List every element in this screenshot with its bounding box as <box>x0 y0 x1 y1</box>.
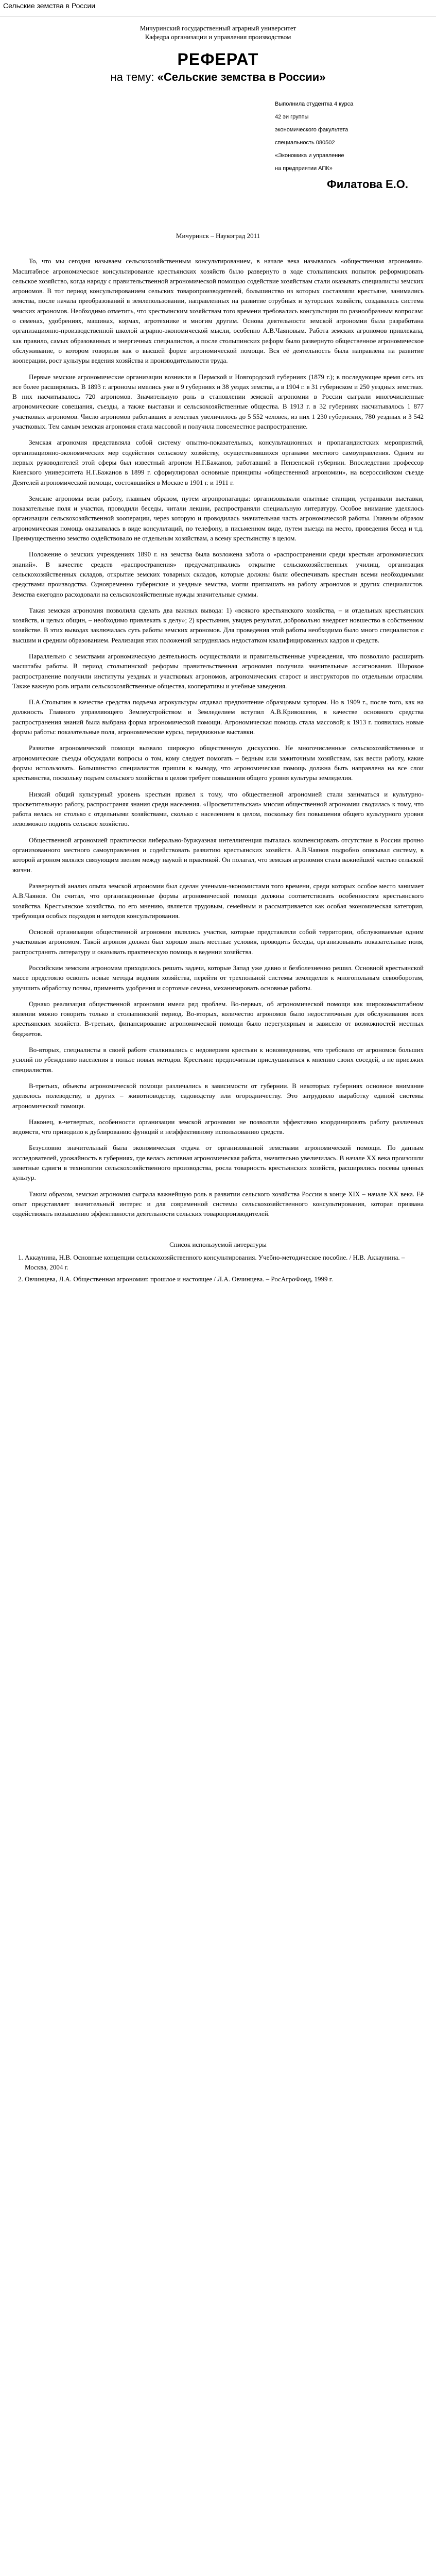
document-title: РЕФЕРАТ <box>177 50 259 69</box>
performer-block <box>275 98 424 175</box>
university-name: Мичуринский государственный аграрный университет <box>139 24 297 32</box>
topic-text: «Сельские земства в России» <box>157 71 326 83</box>
paragraph: Низкий общий культурный уровень крестьян привел к тому, что общественной агрономией стали заниматься и культурно-просветительную работу, распространяя знания среди населения. «Просветительская» миссия общественной агрономии сводилась к тому, что работа велась не столько с отдельными хозяйствами, сколько с населением в целом, поскольку без повышения общего культурного уровня невозможно поднять сельское хозяйство. <box>12 790 424 828</box>
performer-line: 42 эи группы <box>275 114 309 120</box>
paragraph: Такая земская агрономия позволила сделать два важных вывода: 1) «всякого крестьянского хозяйства, – и отдельных крестьянских хозяйств, и целых общин, – необходимо привлекать к делу»; 2) крестьянин, увидев результат, добровольно внедряет новшество в собственном хозяйстве. В этих выводах заключалась суть работы земских агрономов. Для проведения этой работы необходимо было много специалистов с высшим и средним образованием. Реализация этих положений затруднялась недостатком квалифицированных кадров и средств. <box>12 606 424 644</box>
paragraph: Развитие агрономической помощи вызвало широкую общественную дискуссию. Не многочисленные сельскохозяйственные и агрономические съезды обсуждали вопросы о том, кому следует помогать – бедным или зажиточным хозяйствам, как вести работу, какие формы использовать. Большинство специалистов пришли к выводу, что агрономическая помощь должна быть направлена на все слои крестьянства, поскольку подъем сельского хозяйства в целом требует повышения общего уровня культуры земледелия. <box>12 744 424 782</box>
paragraph: Земская агрономия представляла собой систему опытно-показательных, консультационных и пропагандистских мероприятий, организационно-экономических мер содействия сельскому хозяйству, осуществлявшихся органами местного самоуправления. Одним из первых руководителей этой сферы был известный агроном Н.Г.Бажанов, работавший в Пензенской губернии. Впоследствии профессор Киевского университета Н.Г.Бажанов в 1899 г. сформулировал основные принципы «общественной агрономии», на всероссийском съезде Деятелей агрономической помощи, состоявшийся в Москве в 1901 г. и 1911 г. <box>12 438 424 486</box>
paragraph: Российским земским агрономам приходилось решать задачи, которые Запад уже давно и безболезненно решил. Основной крестьянской массе предстояло освоить новые методы ведения хозяйства, перейти от трехпольной системы земледелия к многопольным севооборотам, улучшить обработку почвы, применять удобрения и сортовые семена, механизировать основные работы. <box>12 964 424 992</box>
paragraph: Основой организации общественной агрономии являлись участки, которые представляли собой территории, обслуживаемые одним участковым агрономом. Такой агроном должен был хорошо знать местные условия, проводить беседы, организовывать показательные поля, распространять литературу и оказывать практическую помощь в ведении хозяйства. <box>12 928 424 956</box>
paragraph: Однако реализация общественной агрономии имела ряд проблем. Во-первых, об агрономической помощи как широкомасштабном явлении можно говорить только в столыпинский период. Во-вторых, количество агрономов было недостаточным для обслуживания всех крестьянских хозяйств. В-третьих, финансирование агрономической помощи было нерегулярным и зависело от возможностей местных бюджетов. <box>12 999 424 1038</box>
topic-prefix: на тему: <box>110 71 158 83</box>
performer-line: на предприятии АПК» <box>275 165 333 172</box>
paragraph: То, что мы сегодня называем сельскохозяйственным консультированием, в начале века называлось «общественная агрономия». Масштабное агрономическое консультирование крестьянских хозяйств было развернуто в ходе столыпинских попыток реформировать сельское хозяйство, когда наряду с правительственной агрономической помощью содействие хозяйствам стали оказывать специалисты земских агрономов. В тот период консультированием сельских товаропроизводителей, большинство из которых составляли крестьяне, занимались земства, после начала преобразований в землепользовании, направленных на развитие отрубных и хуторских хозяйств, создавалась система земских агрономов. Необходимо отметить, что крестьянским хозяйствам того времени требовались консультации по разнообразным вопросам: о семенах, удобрениях, машинах, кормах, агротехнике и многим другим. Основа деятельности земской агрономии была разработана организационно-производственной школой аграрно-экономической мысли, особенно А.В.Чаяновым. Работа земских агрономов привлекала, как правило, самых образованных и энергичных специалистов, а после столыпинских реформ было развернуто общественное агрономическое обслуживание, о котором говорили как о высшей форме агрономической помощи. Вся её деятельность была направлена на развитие кооперации, рост культуры ведения хозяйства и производительности труда. <box>12 257 424 365</box>
author-name: Филатова Е.О. <box>326 178 408 191</box>
paragraph: Параллельно с земствами агрономическую деятельность осуществляли и правительственные учреждения, что позволило расширить масштабы работы. В период столыпинской реформы правительственная агрономия получила значительные ассигнования. Широкое распространение получили институты уездных и участковых агрономов, агрономических старост и инструкторов по отдельным отраслям. Также важную роль играли сельскохозяйственные общества, кооперативы и учебные заведения. <box>12 652 424 690</box>
document <box>0 16 436 1284</box>
paragraph: П.А.Столыпин в качестве средства подъема агрокультуры отдавал предпочтение образцовым хуторам. Но в 1909 г., после того, как на должность Главного управляющего Землеустройством и Земледелием вступил А.В.Кривошеин, в качестве основного средства распространения знаний была выбрана форма агрономической помощи. Агрономическая помощь стала массовой; к 1913 г. появились новые формы работы: показательные поля, агрономические курсы, передвижные выставки. <box>12 698 424 736</box>
page-tab-title: Сельские земства в России <box>0 0 436 16</box>
paragraph: Безусловно значительный была экономическая отдача от организованной земствами агрономической помощи. По данным исследователей, урожайность в губерниях, где велась активная агрономическая работа, значительно увеличилась. В начале XX века произошли заметные сдвиги в технологии сельскохозяйственного производства, росла товарность крестьянских хозяйств, расширялись посевы ценных культур. <box>12 1144 424 1182</box>
paragraph: Таким образом, земская агрономия сыграла важнейшую роль в развитии сельского хозяйства России в конце XIX – начале XX века. Её опыт представляет значительный интерес и для современной системы сельскохозяйственного консультирования, которая призвана содействовать повышению эффективности деятельности сельских товаропроизводителей. <box>12 1190 424 1218</box>
paragraph: Общественной агрономией практически либерально-буржуазная интеллигенция пыталась компенсировать отсутствие в России прочно организованного местного самоуправления и содействовать развитию крестьянских хозяйств. А.В.Чаянов подробно описывал систему, в которой агроном являлся связующим звеном между наукой и практикой. Он полагал, что земская агрономия стала важнейшей частью сельской жизни. <box>12 836 424 874</box>
paragraph: Наконец, в-четвертых, особенности организации земской агрономии не позволяли эффективно координировать работу различных ведомств, что приводило к дублированию функций и неэффективному использованию средств. <box>12 1117 424 1136</box>
paragraph: Первые земские агрономические организации возникли в Пермской и Новгородской губерниях (1879 г.); в последующее время сеть их все более расширялась. В 1893 г. агрономы имелись уже в 9 губерниях и 38 уездах земства, а в 1904 г. в 31 губернском и 250 уездных земствах. В них насчитывалось 720 агрономов. Значительную роль в становлении земской агрономии в России сыграли многочисленные агрономические совещания, съезды, а также выставки и сельскохозяйственные общества. В 1913 г. в 32 губерниях насчитывалось 1 877 участковых агрономов. Число агрономов работавших в земствах увеличилось до 5 552 человек, из них 1 230 губернских, 780 уездных и 3 542 участковых. Тем самым земская агрономия стала массовой и получила повсеместное распространение. <box>12 372 424 431</box>
document-topic <box>12 70 424 84</box>
performer-line: специальность 080502 <box>275 140 335 146</box>
paragraph: Земские агрономы вели работу, главным образом, путем агропропаганды: организовывали опытные станции, устраивали выставки, показательные поля и участки, проводили беседы, читали лекции, распространяли специальную литературу. Особое внимание уделялось организации сельскохозяйственной кооперации, через которую и проводилась значительная часть агрономической работы. Главным образом агрономическая помощь оказывалась в виде консультаций, по телефону, в письменном виде, путем выезда на место, проведения бесед и т.д. Преимущественно земство содействовало не отдельным хозяйствам, а всему крестьянству в целом. <box>12 494 424 543</box>
body-text <box>12 256 424 1218</box>
paragraph: Во-вторых, специалисты в своей работе сталкивались с недоверием крестьян к нововведениям, что требовало от агрономов больших усилий по убеждению населения в пользе новых методов. Крестьяне предпочитали прислушиваться к мнению своих соседей, а не приезжих специалистов. <box>12 1046 424 1074</box>
reference-item: 2. Овчинцева, Л.А. Общественная агрономия: прошлое и настоящее / Л.А. Овчинцева. – РосАгроФонд, 1999 г. <box>25 1274 424 1284</box>
reference-item: 1. Аккаунина, Н.В. Основные концепции сельскохозяйственного консультирования. Учебно-методическое пособие. / Н.В. Аккаунина. – Москва, 2004 г. <box>25 1252 424 1272</box>
paragraph: Положение о земских учреждениях 1890 г. на земства была возложена забота о «распространении среди крестьян агрономических знаний». В качестве средств «распространения» предусматривались открытие сельскохозяйственных училищ, организация сельскохозяйственных складов, открытие земских товарных складов, которые должны были обеспечивать крестьян всеми необходимыми средствами производства. Одновременно губернские и уездные земства, могли приглашать на работу агрономов и других специалистов. Земства ежегодно расходовали на сельскохозяйственные нужды значительные суммы. <box>12 550 424 598</box>
references-title: Список используемой литературы <box>169 1240 267 1248</box>
paragraph: В-третьих, объекты агрономической помощи различались в зависимости от губернии. В некоторых губерниях основное внимание уделялось полеводству, в других – животноводству, садоводству или огородничеству. Это затрудняло выработку единой системы агрономической помощи. <box>12 1081 424 1110</box>
performer-line: Выполнила студентка 4 курса <box>275 101 354 107</box>
city-year: Мичуринск – Наукоград 2011 <box>176 232 260 240</box>
performer-line: экономического факультета <box>275 127 348 133</box>
paragraph: Развернутый анализ опыта земской агрономии был сделан учеными-экономистами того времени, среди которых особое место занимает А.В.Чаянов. Он считал, что организационные формы агрономической помощи должны соответствовать особенностям крестьянского хозяйства. Крестьянское хозяйство, по его мнению, является трудовым, семейным и рассматривается как особая экономическая категория, требующая особых подходов и методов консультирования. <box>12 882 424 920</box>
department-name: Кафедра организации и управления производством <box>145 33 291 41</box>
performer-line: «Экономика и управление <box>275 152 344 159</box>
document-header <box>12 24 424 41</box>
references-list <box>12 1252 424 1284</box>
